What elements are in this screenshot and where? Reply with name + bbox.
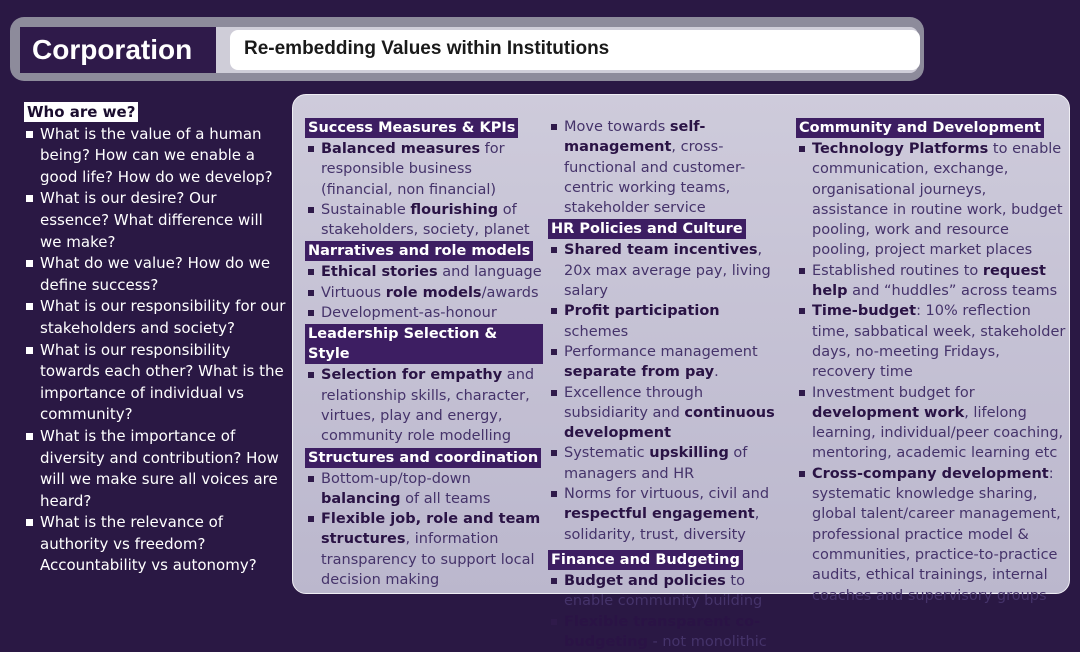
who-are-we-column: [24, 102, 286, 577]
slide-subtitle: Re-embedding Values within Institutions: [230, 30, 920, 70]
question-item: What is our desire? Our essence? What difference will we make?: [24, 188, 286, 253]
slide-title: Corporation: [20, 27, 216, 73]
header-inner: [20, 27, 918, 73]
list-item: Norms for virtuous, civil and respectful engagement, solidarity, trust, diversity: [548, 484, 788, 545]
list-item: Time-budget: 10% reflection time, sabbatical week, stakeholder days, no-meeting Fridays, recovery time: [796, 301, 1066, 382]
question-item: What is our responsibility for our stakeholders and society?: [24, 296, 286, 339]
question-item: What is our responsibility towards each other? What is the importance of individual vs community?: [24, 340, 286, 426]
question-item: What do we value? How do we define success?: [24, 253, 286, 296]
list-item: Virtuous role models/awards: [305, 283, 543, 303]
column-3: [796, 117, 1066, 606]
list-item: Systematic upskilling of managers and HR: [548, 443, 788, 484]
list-item: Flexible transparent co-budgeting - not monolithic: [548, 612, 788, 652]
list-item: Shared team incentives, 20x max average pay, living salary: [548, 240, 788, 301]
section-title-community: Community and Development: [796, 118, 1044, 138]
list-item: Performance management separate from pay.: [548, 342, 788, 383]
list-item: Cross-company development: systematic knowledge sharing, global talent/career management, professional practice model & communities, practice-to-practice audits, ethical trainings, internal coaches and supervisory groups: [796, 464, 1066, 606]
question-item: What is the relevance of authority vs freedom? Accountability vs autonomy?: [24, 512, 286, 577]
question-list: [24, 124, 286, 577]
column-2: [548, 117, 788, 652]
list-item: Established routines to request help and “huddles” across teams: [796, 261, 1066, 302]
section-title-narratives: Narratives and role models: [305, 241, 533, 261]
section-title-hr-policies: HR Policies and Culture: [548, 219, 746, 239]
list-item: Flexible job, role and team structures, information transparency to support local decision making: [305, 509, 543, 590]
list-item: Investment budget for development work, lifelong learning, individual/peer coaching, mentoring, academic learning etc: [796, 383, 1066, 464]
list-item: Excellence through subsidiarity and continuous development: [548, 383, 788, 444]
header-bar: [10, 17, 924, 81]
section-title-structures: Structures and coordination: [305, 448, 541, 468]
section-title-success-measures: Success Measures & KPIs: [305, 118, 518, 138]
list-item: Ethical stories and language: [305, 262, 543, 282]
section-title-leadership: Leadership Selection & Style: [305, 324, 543, 364]
list-item: Move towards self-management, cross-functional and customer-centric working teams, stakeholder service: [548, 117, 788, 218]
who-are-we-heading: Who are we?: [24, 102, 138, 122]
list-item: Balanced measures for responsible business (financial, non financial): [305, 139, 543, 200]
question-item: What is the value of a human being? How can we enable a good life? How do we develop?: [24, 124, 286, 189]
content-panel: [292, 94, 1070, 650]
question-item: What is the importance of diversity and contribution? How will we make sure all voices are heard?: [24, 426, 286, 512]
list-item: Sustainable flourishing of stakeholders, society, planet: [305, 200, 543, 241]
list-item: Bottom-up/top-down balancing of all teams: [305, 469, 543, 510]
list-item: Technology Platforms to enable communication, exchange, organisational journeys, assistance in routine work, budget pooling, work and resource pooling, project market places: [796, 139, 1066, 261]
column-1: [305, 117, 543, 590]
section-title-finance: Finance and Budgeting: [548, 550, 743, 570]
list-item: Profit participation schemes: [548, 301, 788, 342]
list-item: Selection for empathy and relationship skills, character, virtues, play and energy, community role modelling: [305, 365, 543, 446]
list-item: Budget and policies to enable community building: [548, 571, 788, 612]
list-item: Development-as-honour: [305, 303, 543, 323]
